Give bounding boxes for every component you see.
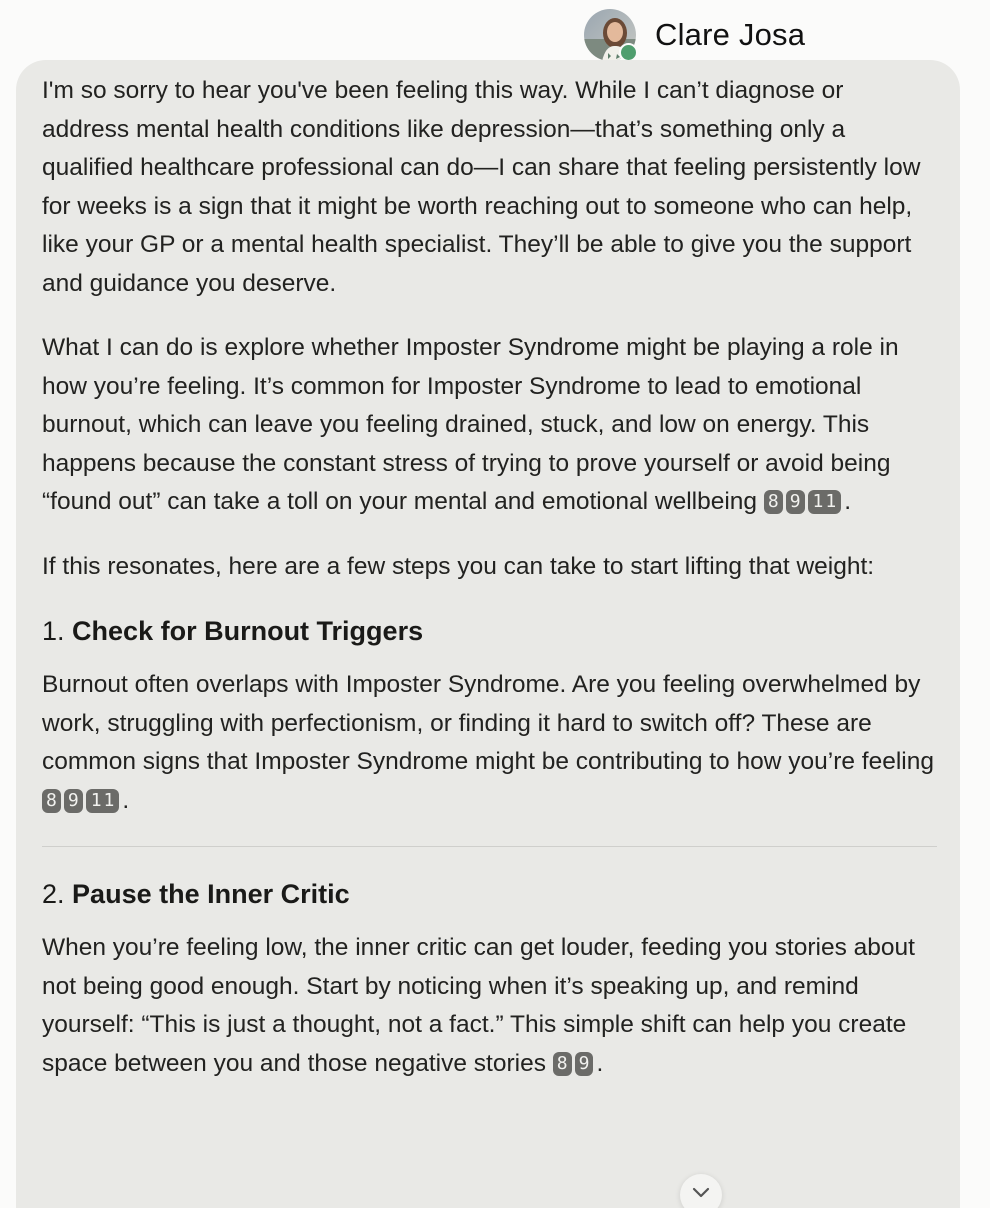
period: .	[122, 786, 130, 814]
section-title: Pause the Inner Critic	[72, 879, 350, 909]
chat-header	[584, 9, 805, 61]
citation-badge[interactable]: 11	[86, 789, 120, 813]
message-paragraph-2-text: What I can do is explore whether Imposter Syndrome might be playing a role in how you’re feeling. It’s common for Imposter Syndrome to lead to emotional burnout, which can leave you feeling drained, stuck, and low on energy. This happens because the constant stress of trying to prove yourself or avoid being “found out” can take a toll on your mental and emotional wellbeing	[42, 334, 899, 515]
section-title: Check for Burnout Triggers	[72, 616, 424, 646]
avatar[interactable]	[584, 9, 636, 61]
period: .	[844, 488, 852, 515]
message-paragraph-2	[42, 329, 937, 522]
citation-badge[interactable]: 9	[786, 490, 805, 514]
user-name: Clare Josa	[655, 17, 806, 52]
message-paragraph-3: If this resonates, here are a few steps you can take to start lifting that weight:	[42, 552, 875, 580]
section-body-1	[42, 666, 937, 820]
section-body-2	[42, 929, 937, 1083]
message-paragraph-1: I'm so sorry to hear you've been feeling this way. While I can’t diagnose or address mental health conditions like depression—that’s something only a qualified healthcare professional can do—I can share that feeling persistently low for weeks is a sign that it might be worth reaching out to someone who can help, like your GP or a mental health specialist. They’ll be able to give you the support and guidance you deserve.	[42, 77, 921, 297]
citation-badge[interactable]: 8	[42, 789, 61, 813]
section-heading-2	[42, 875, 937, 913]
assistant-message-content	[42, 72, 937, 1109]
section-divider	[42, 846, 937, 847]
citation-badge[interactable]: 8	[764, 490, 783, 514]
citation-badge[interactable]: 8	[553, 1052, 572, 1076]
citation-badge[interactable]: 9	[575, 1052, 594, 1076]
section-number: 2.	[42, 879, 65, 909]
period: .	[596, 1049, 604, 1077]
citation-badge[interactable]: 9	[64, 789, 83, 813]
section-number: 1.	[42, 616, 65, 646]
section-body-1-text: Burnout often overlaps with Imposter Syndrome. Are you feeling overwhelmed by work, struggling with perfectionism, or finding it hard to switch off? These are common signs that Imposter Syndrome might be contributing to how you’re feeling	[42, 671, 934, 775]
chevron-down-icon	[692, 1187, 710, 1198]
section-heading-1	[42, 612, 937, 650]
section-body-2-text: When you’re feeling low, the inner critic can get louder, feeding you stories about not being good enough. Start by noticing when it’s speaking up, and remind yourself: “This is just a thought, not a fact.” This simple shift can help you create space between you and those negative stories	[42, 934, 915, 1077]
scroll-down-button[interactable]	[680, 1174, 722, 1208]
citation-badge[interactable]: 11	[808, 490, 842, 514]
